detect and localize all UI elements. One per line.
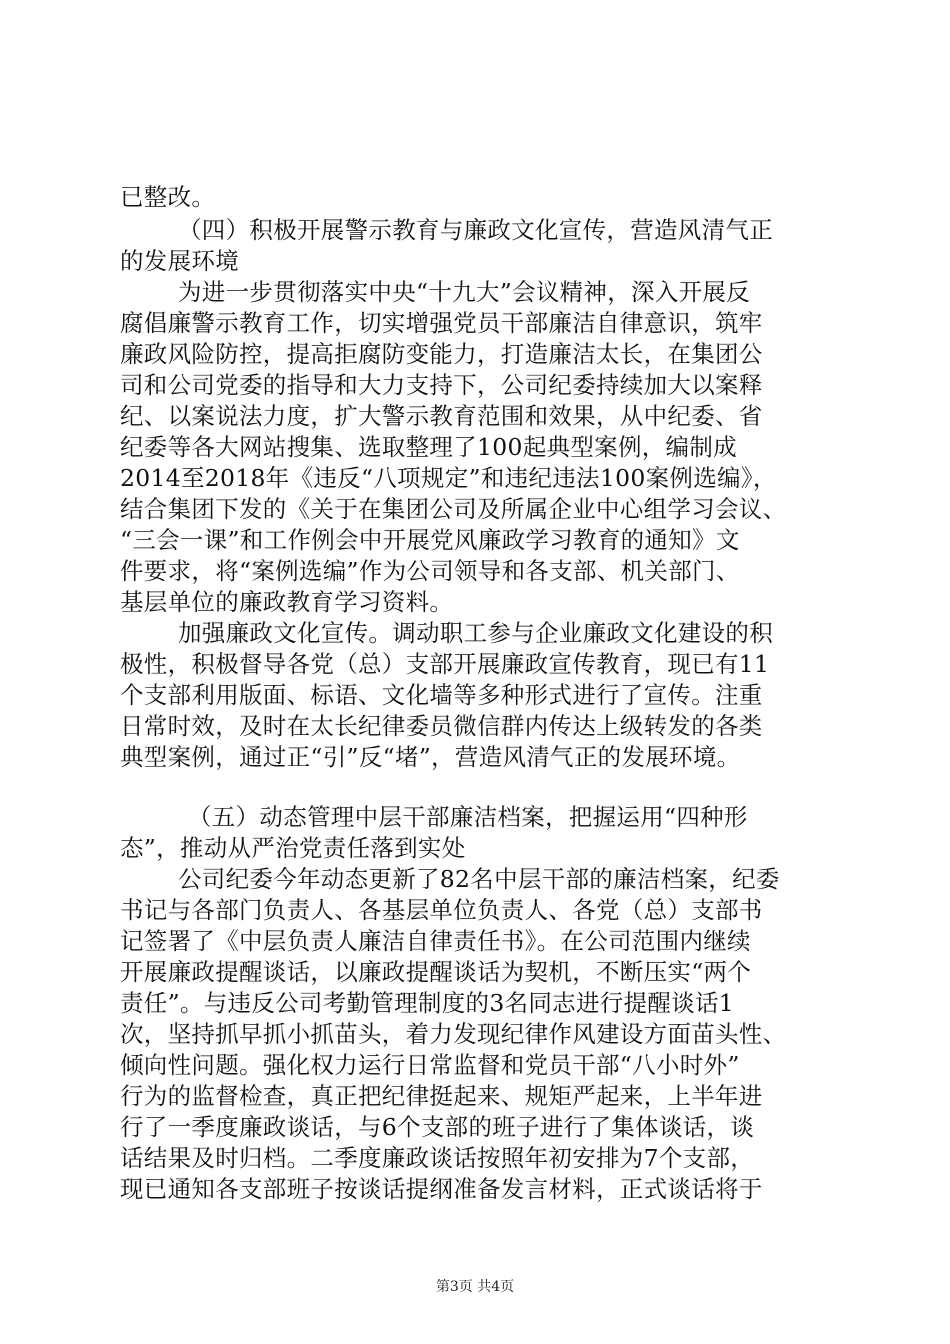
section-heading-line: 态”，推动从严治党责任落到实处 (120, 834, 466, 862)
text-line: 日常时效，及时在太长纪律委员微信群内传达上级转发的各类 (120, 712, 763, 740)
text-line: 记签署了《中层负责人廉洁自律责任书》。在公司范围内继续 (120, 927, 751, 955)
text-line: 2014至2018年《违反“八项规定”和违纪违法100案例选编》， (120, 464, 777, 492)
text-line: 书记与各部门负责人、各基层单位负责人、各党（总）支部书 (120, 896, 763, 924)
text-line: 廉政风险防控，提高拒腐防变能力，打造廉洁太长，在集团公 (120, 340, 763, 368)
text-line: 行了一季度廉政谈话，与6个支部的班子进行了集体谈话，谈 (120, 1113, 755, 1141)
text-line: 结合集团下发的《关于在集团公司及所属企业中心组学习会议、 (120, 495, 787, 523)
section-heading-line: （五）动态管理中层干部廉洁档案，把握运用“四种形 (188, 803, 748, 831)
text-line: 基层单位的廉政教育学习资料。 (120, 588, 454, 616)
text-line: 纪委等各大网站搜集、选取整理了100起典型案例，编制成 (120, 433, 737, 461)
text-line: 件要求，将“案例选编”作为公司领导和各支部、机关部门、 (120, 557, 740, 585)
text-line: 司和公司党委的指导和大力支持下，公司纪委持续加大以案释 (120, 371, 763, 399)
text-line: 已整改。 (120, 183, 216, 211)
section-heading-line: （四）积极开展警示教育与廉政文化宣传，营造风清气正 (178, 216, 773, 244)
section-heading-line: 的发展环境 (120, 247, 239, 275)
text-line: 为进一步贯彻落实中央“十九大”会议精神，深入开展反 (178, 278, 751, 306)
text-line: 行为的监督检查，真正把纪律挺起来、规矩严起来，上半年进 (120, 1082, 763, 1110)
text-line: 个支部利用版面、标语、文化墙等多种形式进行了宣传。注重 (120, 681, 763, 709)
text-line: 典型案例，通过正“引”反“堵”，营造风清气正的发展环境。 (120, 743, 741, 771)
text-line: 话结果及时归档。二季度廉政谈话按照年初安排为7个支部， (120, 1144, 755, 1172)
text-line: “三会一课”和工作例会中开展党风廉政学习教育的通知》文 (120, 526, 740, 554)
text-line: 次，坚持抓早抓小抓苗头，着力发现纪律作风建设方面苗头性、 (120, 1020, 787, 1048)
text-line: 现已通知各支部班子按谈话提纲准备发言材料，正式谈话将于 (120, 1175, 763, 1203)
text-line: 纪、以案说法力度，扩大警示教育范围和效果，从中纪委、省 (120, 402, 763, 430)
text-line: 加强廉政文化宣传。调动职工参与企业廉政文化建设的积 (178, 619, 773, 647)
text-line: 倾向性问题。强化权力运行日常监督和党员干部“八小时外” (120, 1051, 740, 1079)
text-line: 腐倡廉警示教育工作，切实增强党员干部廉洁自律意识，筑牢 (120, 309, 763, 337)
page-number-footer: 第3页 共4页 (435, 1279, 515, 1295)
text-line: 责任”。与违反公司考勤管理制度的3名同志进行提醒谈话1 (120, 989, 735, 1017)
text-line: 开展廉政提醒谈话，以廉政提醒谈话为契机，不断压实“两个 (120, 958, 752, 986)
text-line: 公司纪委今年动态更新了82名中层干部的廉洁档案，纪委 (178, 865, 780, 893)
text-line: 极性，积极督导各党（总）支部开展廉政宣传教育，现已有11 (120, 650, 770, 678)
